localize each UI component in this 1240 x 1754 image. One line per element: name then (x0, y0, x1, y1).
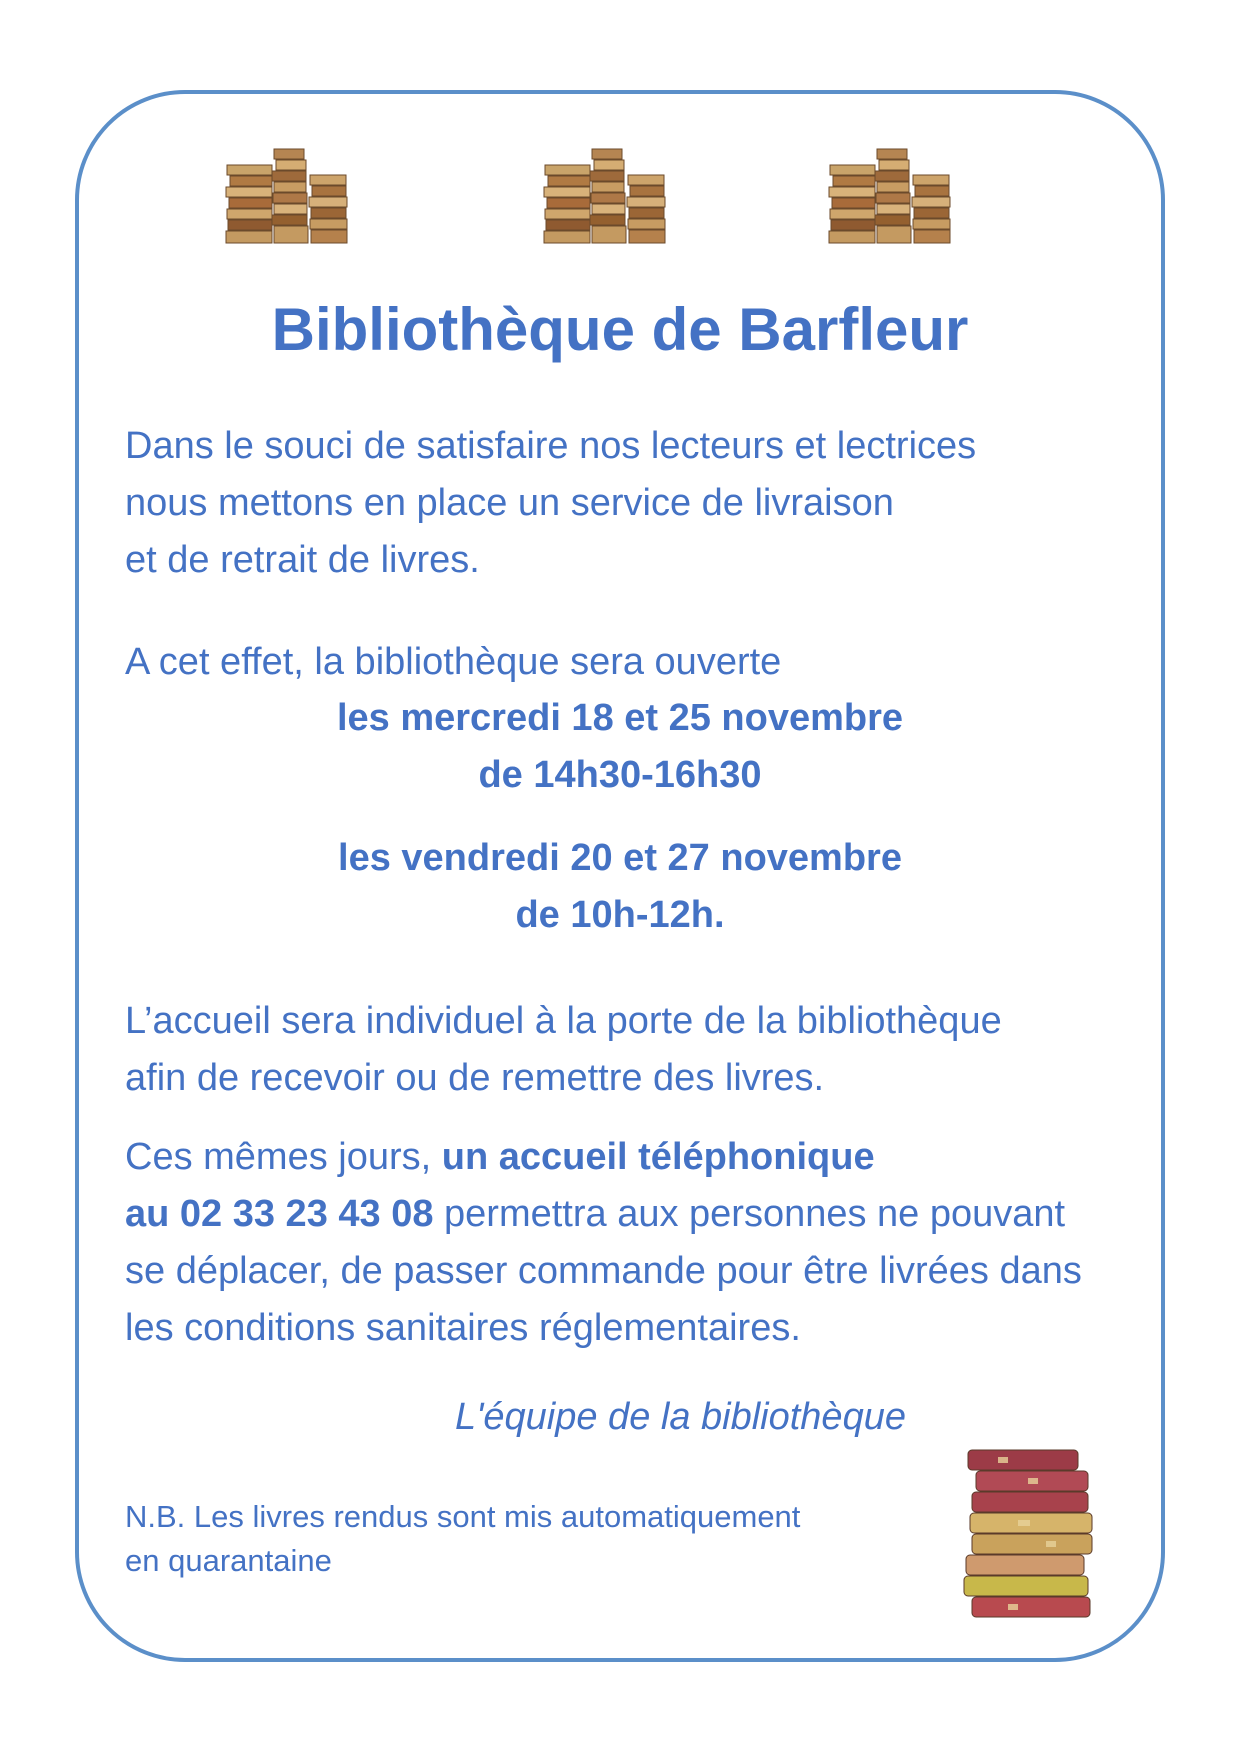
phone-prefix: Ces mêmes jours, (125, 1136, 442, 1178)
book-stack-icon (540, 145, 670, 245)
note-line: en quarantaine (125, 1543, 332, 1578)
welcome-line: afin de recevoir ou de remettre des livres. (125, 1057, 825, 1099)
wednesday-days: les mercredi 18 et 25 novembre (336, 697, 904, 739)
book-stack-icon (222, 145, 352, 245)
intro-line: nous mettons en place un service de livraison (125, 482, 894, 524)
opening-intro (125, 634, 781, 691)
phone-number: au 02 33 23 43 08 (125, 1193, 434, 1235)
phone-paragraph (125, 1129, 1082, 1357)
note (125, 1495, 800, 1583)
friday-hours: de 10h-12h. (515, 894, 725, 936)
phone-service: un accueil téléphonique (441, 1136, 875, 1178)
friday-days: les vendredi 20 et 27 novembre (338, 837, 902, 879)
welcome-line: L’accueil sera individuel à la porte de la bibliothèque (125, 1000, 1002, 1042)
intro-line: et de retrait de livres. (125, 539, 480, 581)
phone-text: se déplacer, de passer commande pour être livrées dans (125, 1250, 1082, 1292)
note-line: N.B. Les livres rendus sont mis automatiquement (125, 1499, 801, 1534)
wednesday-hours: de 14h30-16h30 (478, 754, 762, 796)
welcome-paragraph (125, 993, 1002, 1107)
phone-text: permettra aux personnes ne pouvant (433, 1193, 1066, 1235)
friday-schedule (0, 830, 1240, 944)
intro-paragraph (125, 418, 976, 589)
book-stack-icon (825, 145, 955, 245)
intro-line: Dans le souci de satisfaire nos lecteurs et lectrices (125, 425, 977, 467)
wednesday-schedule (0, 690, 1240, 804)
tall-book-stack-icon (958, 1448, 1098, 1630)
phone-text: les conditions sanitaires réglementaires. (125, 1307, 801, 1349)
signature: L'équipe de la bibliothèque (455, 1396, 906, 1438)
opening-intro-line: A cet effet, la bibliothèque sera ouverte (125, 641, 782, 683)
page-title: Bibliothèque de Barfleur (271, 296, 969, 363)
